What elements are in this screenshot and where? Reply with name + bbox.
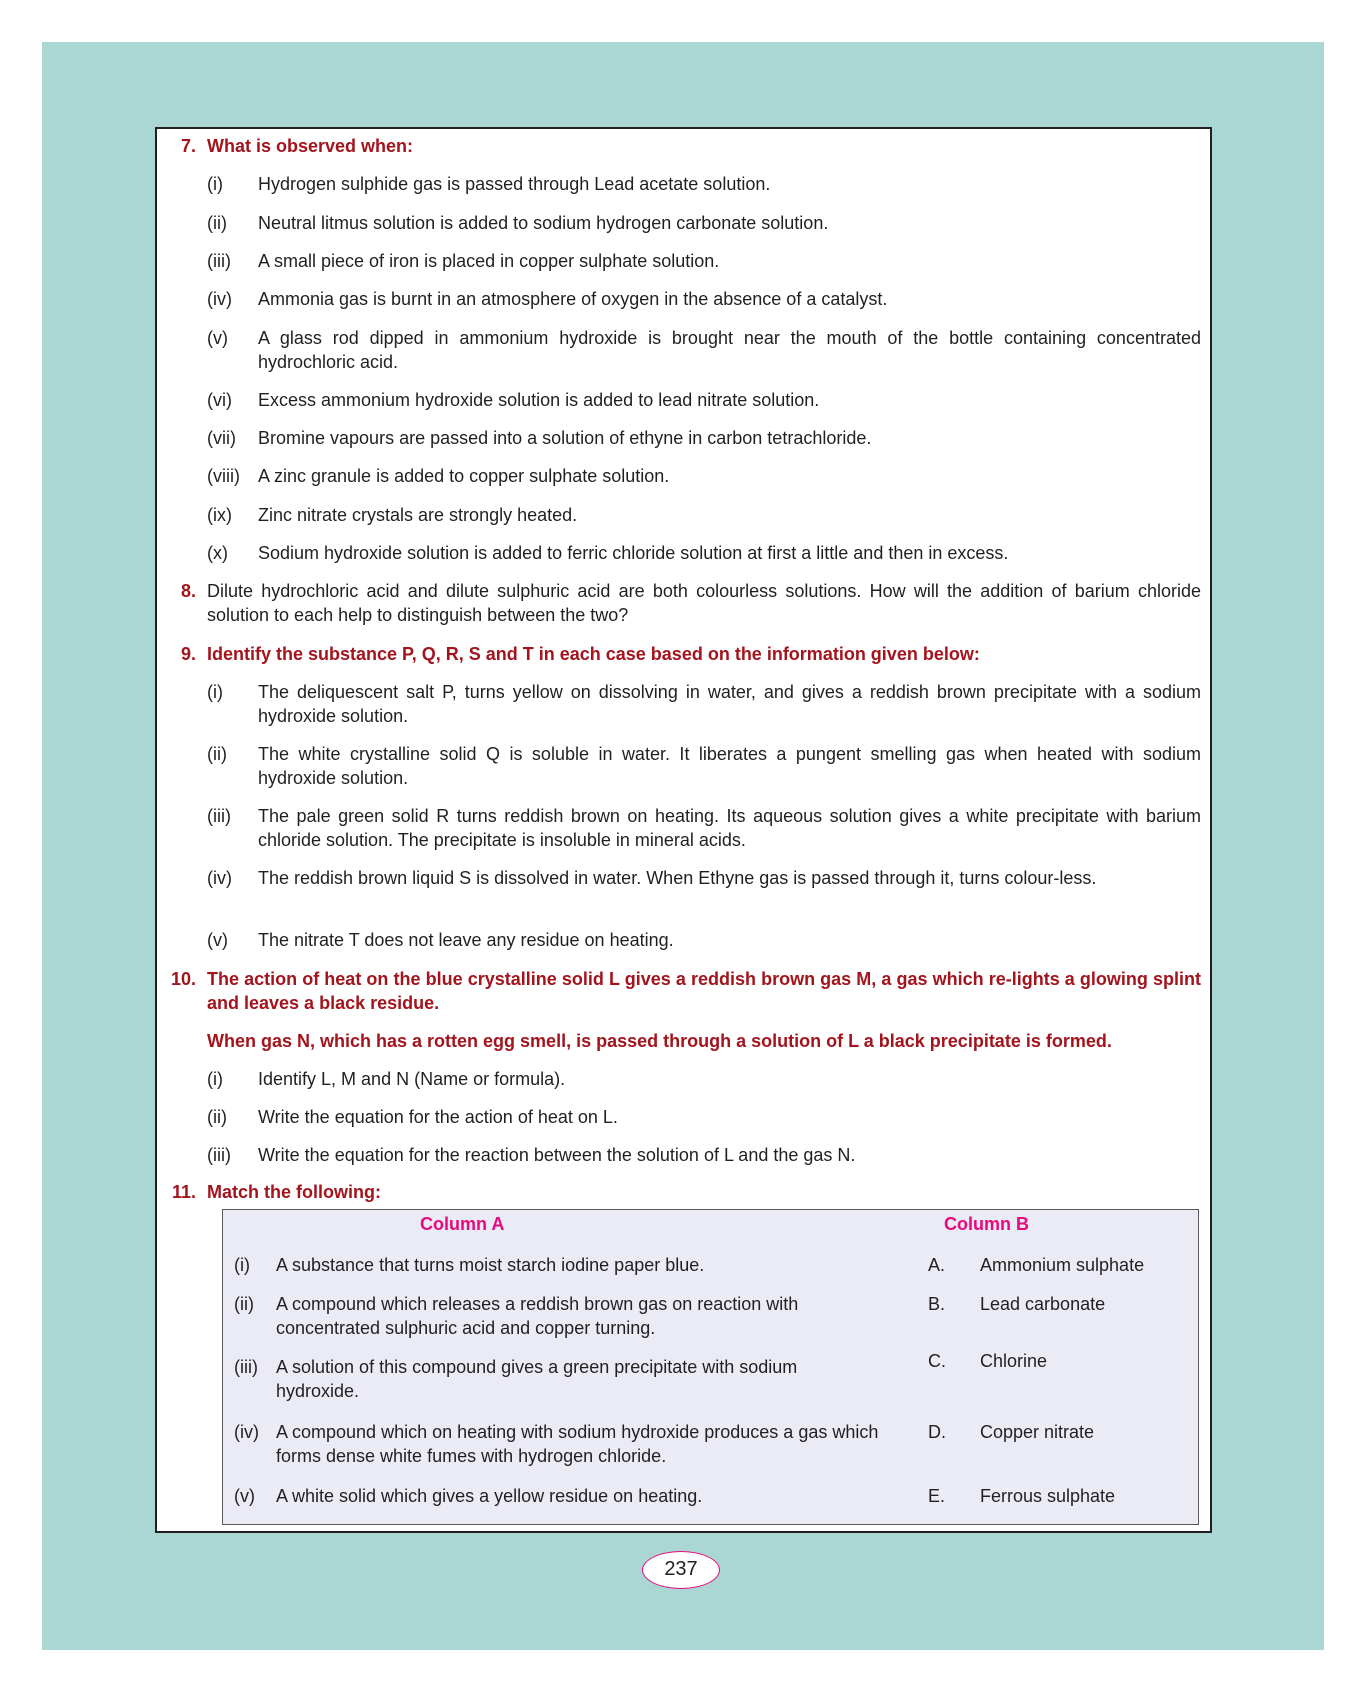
item-text: The pale green solid R turns reddish brown on heating. Its aqueous solution gives a white precipitate with barium chloride solution. The precipitate is insoluble in mineral acids.	[258, 806, 1201, 850]
item-label: (x)	[207, 543, 228, 563]
match-b-text: Ammonium sulphate	[980, 1255, 1145, 1275]
item-label: (vi)	[207, 390, 232, 410]
item-label: (i)	[207, 174, 223, 194]
match-b-label: C.	[928, 1351, 946, 1371]
item-label: (ii)	[207, 744, 227, 764]
item-label: (ii)	[207, 1107, 227, 1127]
question-heading: Identify the substance P, Q, R, S and T in each case based on the information given below:	[207, 644, 980, 664]
question-heading: When gas N, which has a rotten egg smell, is passed through a solution of L a black precipitate is formed.	[207, 1031, 1112, 1051]
item-label: (vii)	[207, 428, 236, 448]
item-label: (iv)	[207, 868, 232, 888]
match-b-text: Chlorine	[980, 1351, 1048, 1371]
question-number: 11.	[171, 1182, 196, 1202]
match-b-label: E.	[928, 1486, 946, 1506]
item-text: A small piece of iron is placed in copper sulphate solution.	[258, 251, 720, 271]
item-text: Excess ammonium hydroxide solution is added to lead nitrate solution.	[258, 390, 820, 410]
question-number: 8.	[180, 581, 196, 601]
question-text: Dilute hydrochloric acid and dilute sulphuric acid are both colourless solutions. How will the addition of barium chloride solution to each help to distinguish between the two?	[207, 581, 1201, 625]
item-text: The deliquescent salt P, turns yellow on dissolving in water, and gives a reddish brown precipitate with a sodium hydroxide solution.	[258, 682, 1201, 726]
item-text: A zinc granule is added to copper sulphate solution.	[258, 466, 670, 486]
item-label: (i)	[207, 1069, 223, 1089]
column-a-title: Column A	[420, 1214, 505, 1234]
match-a-text: A compound which releases a reddish brown gas on reaction with concentrated sulphuric acid and copper turning.	[276, 1294, 799, 1338]
item-label: (iii)	[207, 806, 231, 826]
match-a-label: (v)	[234, 1486, 255, 1506]
item-text: Sodium hydroxide solution is added to ferric chloride solution at first a little and then in excess.	[258, 543, 1009, 563]
column-b-title: Column B	[944, 1214, 1029, 1234]
item-text: Hydrogen sulphide gas is passed through Lead acetate solution.	[258, 174, 771, 194]
item-text: Write the equation for the reaction between the solution of L and the gas N.	[258, 1145, 856, 1165]
match-a-text: A solution of this compound gives a green precipitate with sodium hydroxide.	[276, 1357, 798, 1401]
match-b-text: Ferrous sulphate	[980, 1486, 1116, 1506]
item-text: Zinc nitrate crystals are strongly heated.	[258, 505, 578, 525]
item-text: Neutral litmus solution is added to sodium hydrogen carbonate solution.	[258, 213, 829, 233]
match-a-label: (i)	[234, 1255, 250, 1275]
item-text: Bromine vapours are passed into a solution of ethyne in carbon tetrachloride.	[258, 428, 872, 448]
match-b-label: A.	[928, 1255, 946, 1275]
question-number: 10.	[170, 969, 196, 989]
item-label: (iii)	[207, 1145, 231, 1165]
item-text: Ammonia gas is burnt in an atmosphere of oxygen in the absence of a catalyst.	[258, 289, 888, 309]
question-heading: The action of heat on the blue crystalline solid L gives a reddish brown gas M, a gas which re-lights a glowing splint and leaves a black residue.	[207, 969, 1201, 1013]
item-text: Identify L, M and N (Name or formula).	[258, 1069, 566, 1089]
item-label: (i)	[207, 682, 223, 702]
match-a-label: (iv)	[234, 1422, 259, 1442]
match-b-text: Lead carbonate	[980, 1294, 1106, 1314]
match-b-label: D.	[928, 1422, 946, 1442]
item-label: (v)	[207, 930, 228, 950]
item-text: The white crystalline solid Q is soluble in water. It liberates a pungent smelling gas when heated with sodium hydroxide solution.	[258, 744, 1201, 788]
match-a-text: A substance that turns moist starch iodine paper blue.	[276, 1255, 705, 1275]
question-number: 9.	[180, 644, 196, 664]
item-label: (v)	[207, 328, 228, 348]
page-number: 237	[642, 1551, 720, 1589]
question-heading: Match the following:	[207, 1182, 381, 1202]
item-text: The reddish brown liquid S is dissolved in water. When Ethyne gas is passed through it, turns colour-less.	[258, 868, 1097, 888]
item-label: (viii)	[207, 466, 240, 486]
match-a-text: A compound which on heating with sodium hydroxide produces a gas which forms dense white fumes with hydrogen chloride.	[276, 1422, 879, 1466]
question-heading: What is observed when:	[207, 136, 414, 156]
question-number: 7.	[180, 136, 196, 156]
item-text: A glass rod dipped in ammonium hydroxide is brought near the mouth of the bottle containing concentrated hydrochloric acid.	[258, 328, 1201, 372]
item-label: (ix)	[207, 505, 232, 525]
item-label: (iv)	[207, 289, 232, 309]
item-label: (ii)	[207, 213, 227, 233]
match-a-text: A white solid which gives a yellow residue on heating.	[276, 1486, 703, 1506]
item-text: The nitrate T does not leave any residue on heating.	[258, 930, 674, 950]
item-text: Write the equation for the action of heat on L.	[258, 1107, 618, 1127]
match-a-label: (iii)	[234, 1357, 258, 1377]
item-label: (iii)	[207, 251, 231, 271]
match-b-label: B.	[928, 1294, 946, 1314]
match-b-text: Copper nitrate	[980, 1422, 1095, 1442]
match-a-label: (ii)	[234, 1294, 254, 1314]
question-7	[0, 134, 1366, 158]
